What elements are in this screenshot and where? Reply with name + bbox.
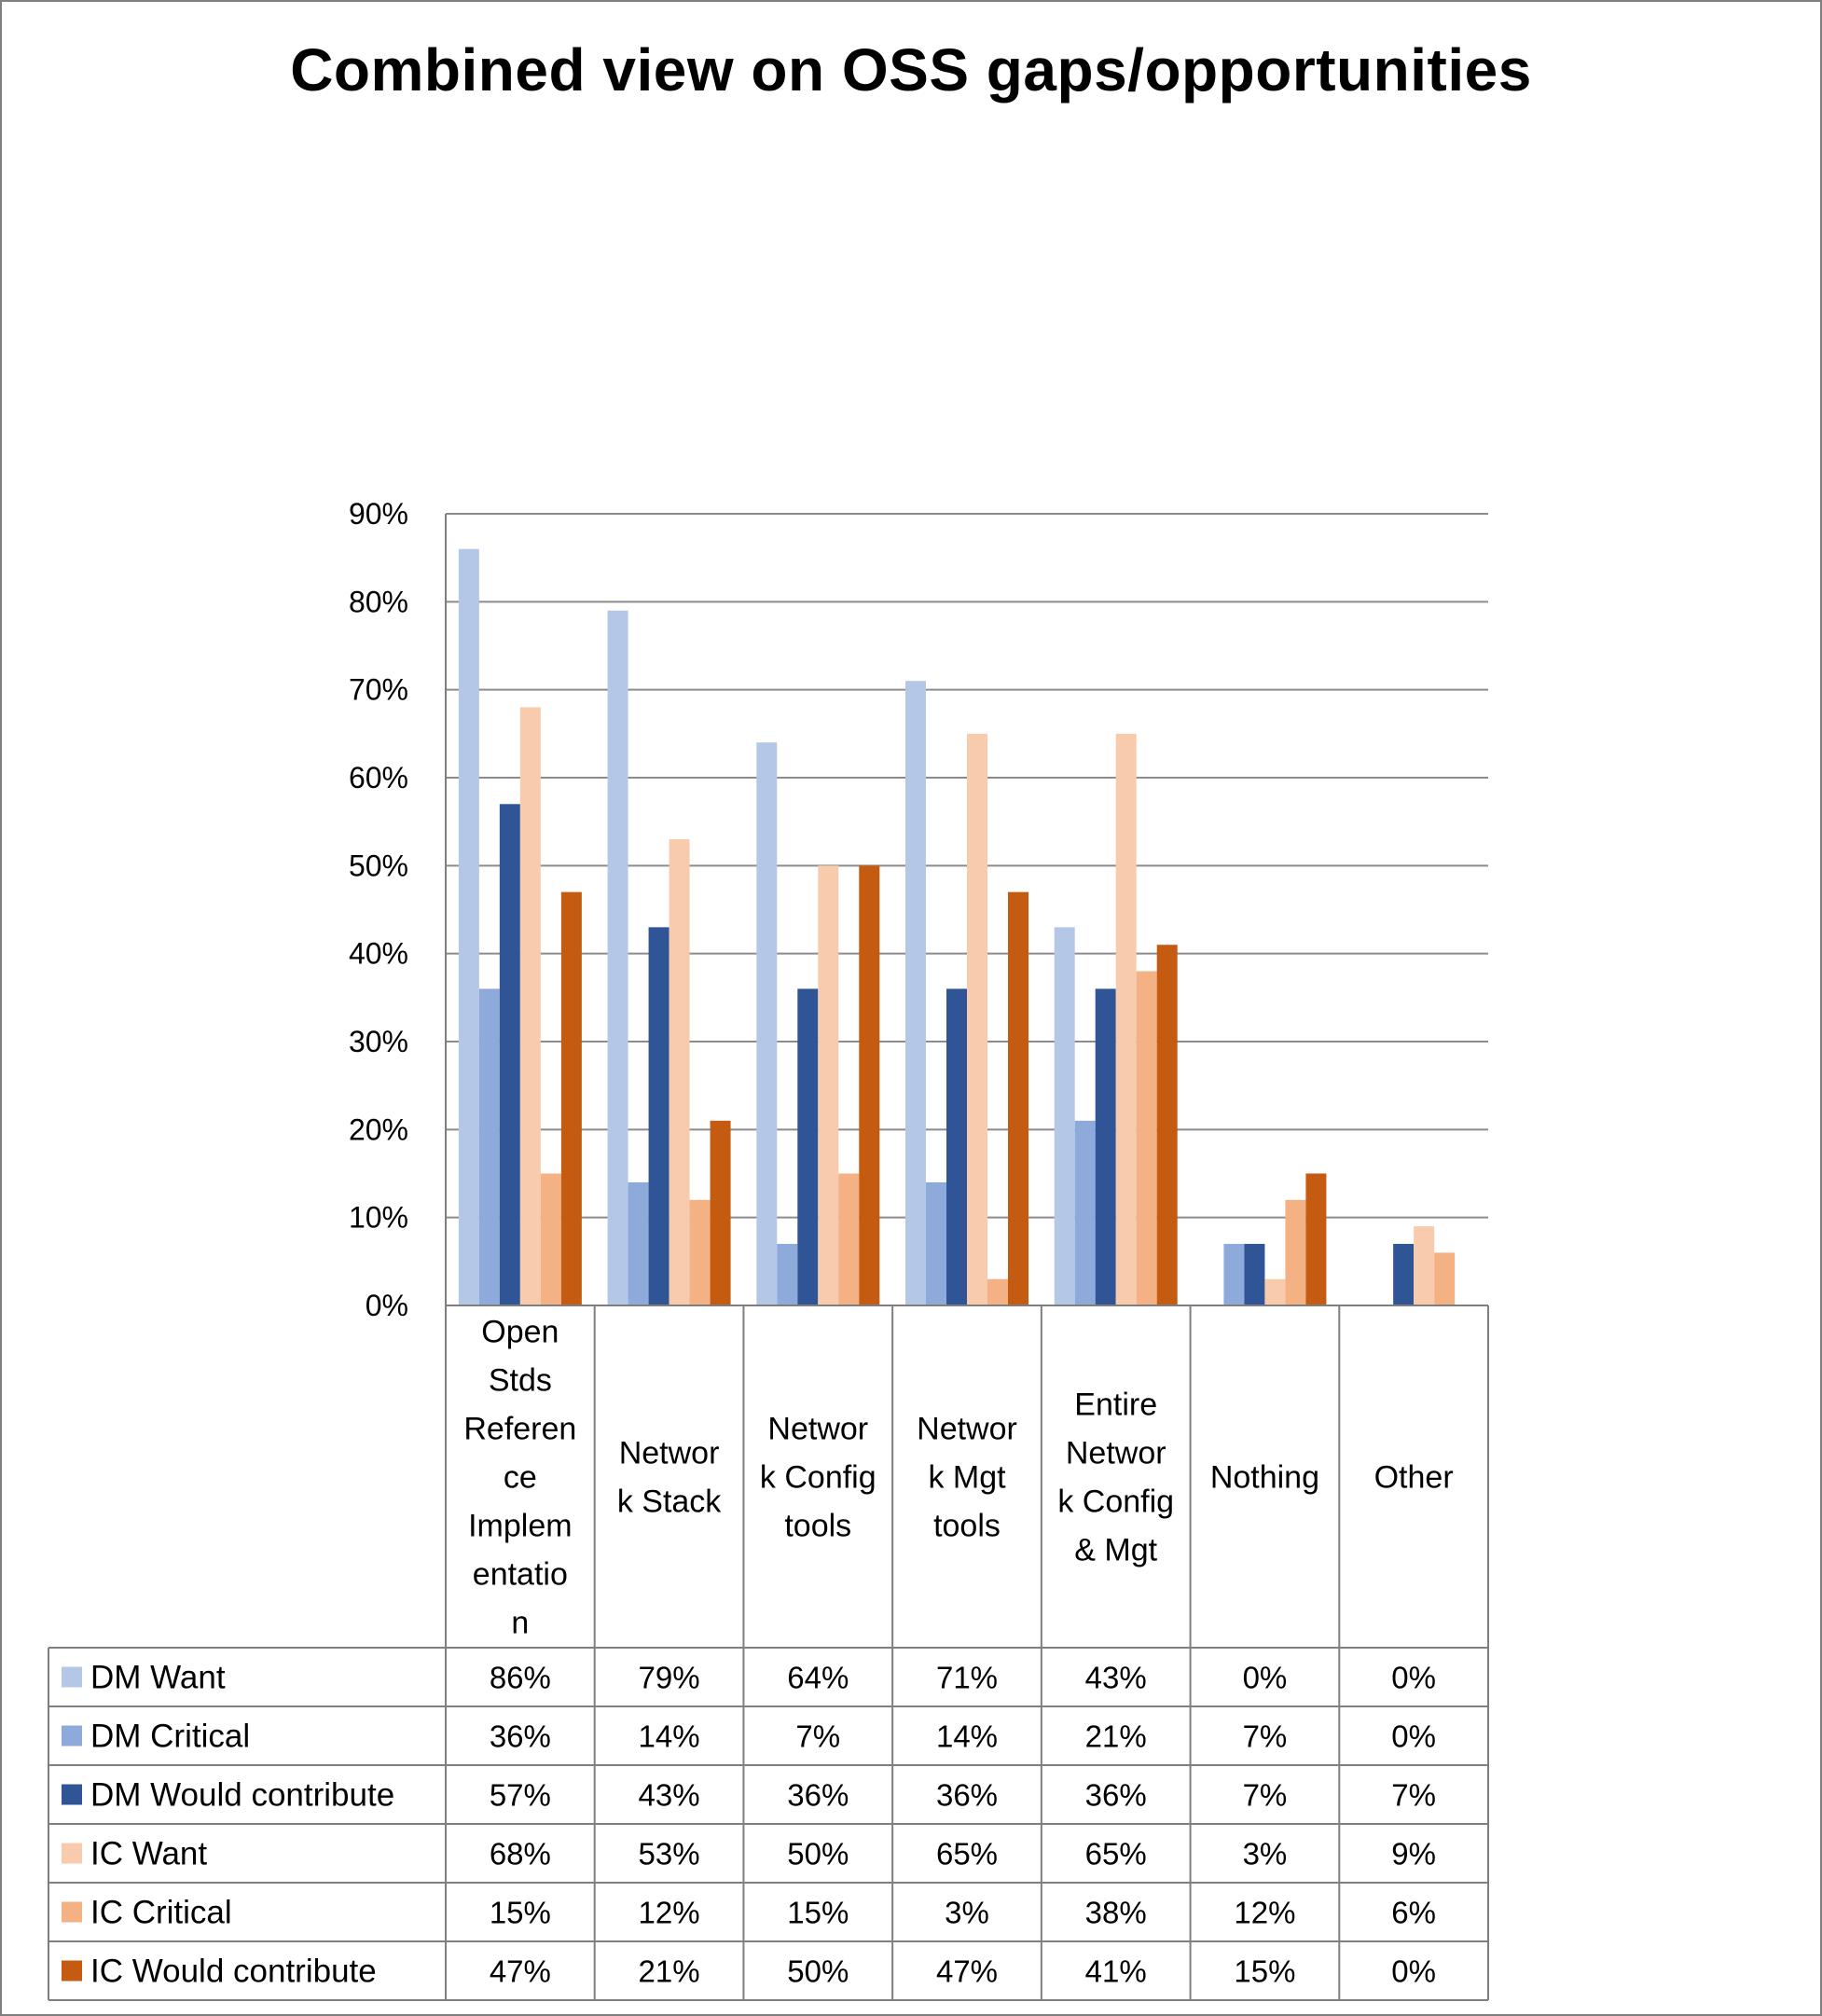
bar-ic-want-0 — [520, 708, 541, 1305]
bar-ic-would-contribute-3 — [1008, 892, 1028, 1305]
bar-dm-want-1 — [608, 611, 628, 1305]
data-label: 14% — [638, 1719, 700, 1754]
data-label: 47% — [489, 1954, 551, 1989]
x-category-label: k Mgt — [928, 1459, 1006, 1496]
data-label: 36% — [935, 1777, 999, 1813]
data-label: 68% — [489, 1836, 551, 1871]
bar-dm-want-4 — [1055, 927, 1075, 1305]
data-label: 14% — [935, 1719, 999, 1754]
x-category-label: k Config — [759, 1459, 876, 1496]
data-label: 43% — [638, 1777, 700, 1813]
x-category-label: n — [511, 1605, 530, 1641]
data-label: 65% — [1084, 1836, 1147, 1871]
data-label: 15% — [787, 1895, 849, 1930]
legend-swatch — [62, 1667, 82, 1688]
y-tick-label: 30% — [348, 1025, 408, 1058]
data-label: 36% — [1084, 1777, 1147, 1813]
bar-ic-would-contribute-1 — [711, 1121, 731, 1305]
x-category-label: Networ — [767, 1411, 869, 1447]
bar-dm-would-contribute-0 — [500, 804, 520, 1305]
x-category-label: Implem — [468, 1508, 573, 1544]
data-label: 47% — [935, 1954, 999, 1989]
x-category-label: tools — [784, 1508, 852, 1544]
data-label: 6% — [1391, 1895, 1436, 1930]
bar-layer — [459, 549, 1455, 1305]
data-label: 21% — [1084, 1719, 1147, 1754]
data-label: 7% — [1242, 1777, 1288, 1813]
x-category-label: k Stack — [616, 1484, 722, 1520]
axis-layer — [349, 497, 446, 1322]
data-label: 79% — [638, 1660, 700, 1695]
legend-swatch — [62, 1843, 82, 1864]
data-label: 36% — [489, 1719, 551, 1754]
data-label: 65% — [935, 1836, 999, 1871]
x-category-label: Networ — [917, 1411, 1017, 1447]
bar-dm-want-3 — [905, 681, 926, 1305]
y-tick-label: 80% — [348, 585, 408, 619]
bar-ic-want-1 — [669, 839, 690, 1305]
legend-label: DM Critical — [90, 1718, 251, 1755]
legend-swatch — [62, 1961, 82, 1981]
bar-dm-critical-3 — [926, 1182, 946, 1305]
bar-dm-want-0 — [459, 549, 479, 1305]
data-label: 21% — [638, 1954, 700, 1989]
bar-ic-want-3 — [967, 734, 987, 1305]
bar-ic-would-contribute-5 — [1305, 1174, 1326, 1306]
chart-title: Combined view on OSS gaps/opportunities — [290, 36, 1532, 104]
data-label: 3% — [1242, 1836, 1288, 1871]
data-label: 15% — [489, 1895, 551, 1930]
x-category-label: Stds — [488, 1362, 552, 1399]
x-category-label: Referen — [463, 1411, 577, 1447]
bar-ic-would-contribute-2 — [859, 865, 879, 1305]
data-label: 50% — [787, 1836, 849, 1871]
x-category-label: Entire — [1074, 1387, 1158, 1423]
legend-swatch — [62, 1902, 82, 1923]
data-label: 57% — [489, 1777, 551, 1813]
data-label: 41% — [1084, 1954, 1147, 1989]
bar-ic-would-contribute-0 — [561, 892, 582, 1305]
legend-label: IC Critical — [90, 1894, 232, 1931]
data-label: 12% — [638, 1895, 700, 1930]
data-label: 9% — [1391, 1836, 1436, 1871]
bar-dm-would-contribute-5 — [1244, 1244, 1264, 1305]
legend-label: IC Would contribute — [90, 1953, 377, 1990]
data-label: 0% — [1391, 1660, 1436, 1695]
x-category-label: Open — [481, 1314, 559, 1350]
data-label: 15% — [1234, 1954, 1296, 1989]
y-tick-label: 0% — [365, 1289, 408, 1322]
data-label: 38% — [1084, 1895, 1147, 1930]
y-tick-label: 50% — [348, 849, 408, 883]
data-label: 64% — [787, 1660, 849, 1695]
x-category-label: entatio — [472, 1556, 568, 1593]
legend-swatch — [62, 1785, 82, 1805]
x-category-label: k Config — [1057, 1484, 1175, 1520]
x-category-label: Other — [1373, 1459, 1454, 1496]
bar-ic-critical-2 — [838, 1174, 859, 1306]
bar-dm-critical-2 — [777, 1244, 797, 1305]
legend-swatch — [62, 1726, 82, 1747]
bar-ic-want-5 — [1264, 1279, 1285, 1305]
legend-label: DM Would contribute — [90, 1776, 395, 1814]
bar-ic-want-2 — [818, 865, 838, 1305]
x-category-label: tools — [933, 1508, 1001, 1544]
data-label: 71% — [935, 1660, 999, 1695]
data-label: 86% — [489, 1660, 551, 1695]
bar-ic-critical-4 — [1137, 972, 1157, 1305]
x-category-label: Networ — [1065, 1435, 1166, 1471]
y-tick-label: 60% — [348, 761, 408, 794]
y-tick-label: 90% — [348, 497, 408, 531]
y-tick-label: 70% — [348, 672, 408, 707]
bar-dm-would-contribute-2 — [797, 988, 818, 1305]
data-label: 3% — [945, 1895, 989, 1930]
bar-dm-would-contribute-1 — [649, 927, 669, 1305]
data-label: 7% — [795, 1719, 841, 1754]
bar-dm-critical-1 — [628, 1182, 649, 1305]
x-category-label: Nothing — [1209, 1459, 1320, 1496]
bar-dm-would-contribute-4 — [1096, 988, 1116, 1305]
data-table — [48, 1305, 1488, 2000]
data-label: 0% — [1391, 1954, 1436, 1989]
x-category-label: & Mgt — [1074, 1532, 1158, 1568]
data-label: 12% — [1234, 1895, 1296, 1930]
data-label: 36% — [787, 1777, 849, 1813]
data-label: 50% — [787, 1954, 849, 1989]
bar-dm-would-contribute-3 — [946, 988, 967, 1305]
y-tick-label: 10% — [348, 1200, 408, 1235]
data-label: 7% — [1242, 1719, 1288, 1754]
y-tick-label: 20% — [348, 1112, 408, 1147]
bar-ic-critical-3 — [987, 1279, 1008, 1305]
x-category-label: Networ — [618, 1435, 720, 1471]
bar-ic-want-6 — [1414, 1226, 1434, 1305]
bar-ic-critical-0 — [541, 1174, 561, 1306]
data-label: 53% — [638, 1836, 700, 1871]
bar-dm-critical-4 — [1075, 1121, 1096, 1305]
bar-ic-critical-1 — [690, 1200, 711, 1305]
x-category-label: ce — [503, 1459, 537, 1496]
bar-dm-would-contribute-6 — [1393, 1244, 1414, 1305]
bar-dm-critical-5 — [1223, 1244, 1244, 1305]
bar-ic-want-4 — [1116, 734, 1137, 1305]
bar-ic-critical-5 — [1285, 1200, 1305, 1305]
bar-ic-would-contribute-4 — [1157, 945, 1178, 1305]
y-tick-label: 40% — [348, 936, 408, 971]
bar-dm-want-2 — [756, 742, 777, 1305]
data-label: 0% — [1242, 1660, 1288, 1695]
legend-label: IC Want — [90, 1835, 208, 1872]
data-label: 7% — [1391, 1777, 1436, 1813]
data-label: 0% — [1391, 1719, 1436, 1754]
data-label: 43% — [1084, 1660, 1147, 1695]
bar-ic-critical-6 — [1434, 1252, 1455, 1305]
bar-dm-critical-0 — [479, 988, 500, 1305]
legend-label: DM Want — [90, 1659, 226, 1696]
